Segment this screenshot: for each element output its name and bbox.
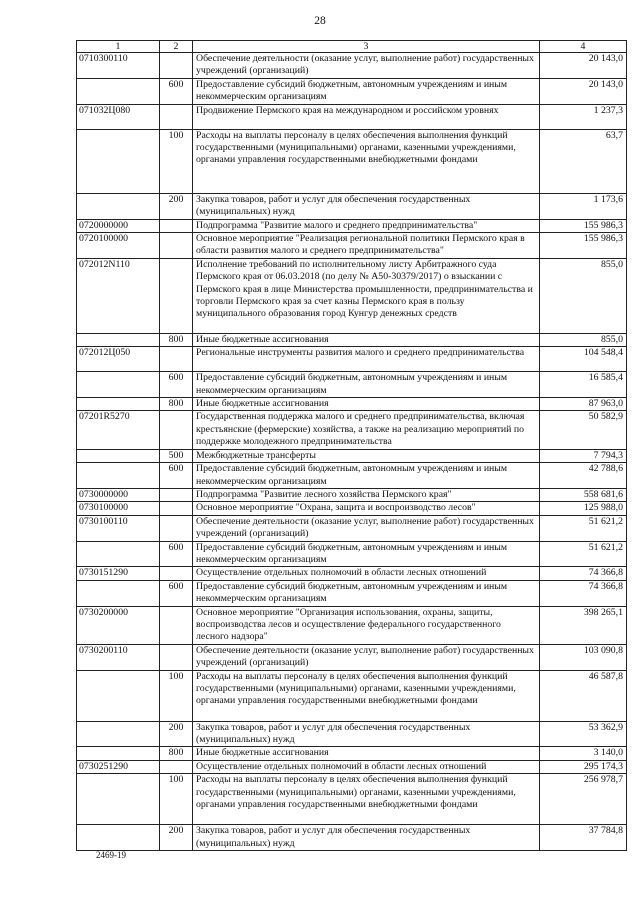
expense-type-cell — [160, 644, 193, 670]
table-row — [77, 398, 627, 411]
budget-code-cell — [77, 78, 160, 104]
expense-type-cell — [160, 515, 193, 541]
budget-code-cell — [77, 825, 160, 851]
amount-cell: 74 366,8 — [540, 580, 627, 606]
table-row — [77, 233, 627, 259]
expense-type-cell — [160, 606, 193, 644]
item-name-cell: Расходы на выплаты персоналу в целях обеспечения выполнения функций государственными (муниципальными) органами, казенными учреждениями, органами управления государственными внебюджетными фондами — [193, 129, 540, 193]
item-name-cell: Предоставление субсидий бюджетным, автономным учреждениям и иным некоммерческим организациям — [193, 78, 540, 104]
table-row — [77, 411, 627, 449]
item-name-cell: Предоставление субсидий бюджетным, автономным учреждениям и иным некоммерческим организациям — [193, 463, 540, 489]
budget-code-cell: 0730100000 — [77, 502, 160, 515]
amount-cell: 50 582,9 — [540, 411, 627, 449]
amount-cell: 20 143,0 — [540, 78, 627, 104]
expense-type-cell — [160, 488, 193, 501]
budget-code-cell — [77, 541, 160, 567]
budget-code-cell: 0730151290 — [77, 567, 160, 580]
expense-type-cell: 600 — [160, 463, 193, 489]
amount-cell: 74 366,8 — [540, 567, 627, 580]
amount-cell: 7 794,3 — [540, 449, 627, 462]
table-row — [77, 488, 627, 501]
amount-cell: 1 173,6 — [540, 193, 627, 219]
table-row — [77, 760, 627, 773]
amount-cell: 558 681,6 — [540, 488, 627, 501]
amount-cell: 256 978,7 — [540, 774, 627, 825]
table-row — [77, 258, 627, 333]
item-name-cell: Основное мероприятие "Организация использования, охраны, защиты, воспроизводства лесов и осуществление федерального государственного лесного надзора" — [193, 606, 540, 644]
expense-type-cell — [160, 53, 193, 79]
budget-code-cell: 0730100110 — [77, 515, 160, 541]
budget-code-cell — [77, 463, 160, 489]
amount-cell: 63,7 — [540, 129, 627, 193]
table-row — [77, 721, 627, 747]
amount-cell: 16 585,4 — [540, 372, 627, 398]
expense-type-cell: 500 — [160, 449, 193, 462]
column-header-2: 2 — [160, 41, 193, 53]
expense-type-cell — [160, 104, 193, 129]
expense-type-cell — [160, 411, 193, 449]
item-name-cell: Региональные инструменты развития малого и среднего предпринимательства — [193, 347, 540, 372]
amount-cell: 855,0 — [540, 258, 627, 333]
budget-code-cell — [77, 398, 160, 411]
column-header-4: 4 — [540, 41, 627, 53]
item-name-cell: Осуществление отдельных полномочий в области лесных отношений — [193, 760, 540, 773]
amount-cell: 398 265,1 — [540, 606, 627, 644]
table-row — [77, 644, 627, 670]
item-name-cell: Обеспечение деятельности (оказание услуг, выполнение работ) государственных учреждений (организаций) — [193, 644, 540, 670]
budget-code-cell: 072012N110 — [77, 258, 160, 333]
budget-code-cell — [77, 747, 160, 760]
item-name-cell: Обеспечение деятельности (оказание услуг, выполнение работ) государственных учреждений (организаций) — [193, 53, 540, 79]
item-name-cell: Осуществление отдельных полномочий в области лесных отношений — [193, 567, 540, 580]
item-name-cell: Подпрограмма "Развитие малого и среднего предпринимательства" — [193, 219, 540, 232]
amount-cell: 46 587,8 — [540, 670, 627, 721]
budget-code-cell: 071032Ц080 — [77, 104, 160, 129]
table-row — [77, 825, 627, 851]
table-row — [77, 104, 627, 129]
item-name-cell: Закупка товаров, работ и услуг для обеспечения государственных (муниципальных) нужд — [193, 825, 540, 851]
budget-code-cell — [77, 372, 160, 398]
item-name-cell: Иные бюджетные ассигнования — [193, 398, 540, 411]
amount-cell: 155 986,3 — [540, 219, 627, 232]
table-row — [77, 541, 627, 567]
expense-type-cell — [160, 502, 193, 515]
item-name-cell: Предоставление субсидий бюджетным, автономным учреждениям и иным некоммерческим организациям — [193, 580, 540, 606]
item-name-cell: Основное мероприятие "Реализация региональной политики Пермского края в области развития малого и среднего предпринимательства" — [193, 233, 540, 259]
amount-cell: 42 788,6 — [540, 463, 627, 489]
expense-type-cell — [160, 258, 193, 333]
amount-cell: 53 362,9 — [540, 721, 627, 747]
budget-code-cell: 0730000000 — [77, 488, 160, 501]
amount-cell: 51 621,2 — [540, 541, 627, 567]
budget-code-cell: 0730200110 — [77, 644, 160, 670]
budget-code-cell — [77, 774, 160, 825]
item-name-cell: Основное мероприятие "Охрана, защита и воспроизводство лесов" — [193, 502, 540, 515]
table-row — [77, 747, 627, 760]
item-name-cell: Расходы на выплаты персоналу в целях обеспечения выполнения функций государственными (муниципальными) органами, казенными учреждениями, органами управления государственными внебюджетными фондами — [193, 670, 540, 721]
amount-cell: 295 174,3 — [540, 760, 627, 773]
page-number: 28 — [314, 15, 326, 27]
expense-type-cell: 200 — [160, 825, 193, 851]
table-row — [77, 347, 627, 372]
table-row — [77, 372, 627, 398]
table-header-row — [77, 41, 627, 53]
expense-type-cell: 200 — [160, 193, 193, 219]
amount-cell: 20 143,0 — [540, 53, 627, 79]
footer-code: 2469-19 — [96, 850, 126, 860]
budget-code-cell — [77, 449, 160, 462]
budget-code-cell — [77, 193, 160, 219]
amount-cell: 51 621,2 — [540, 515, 627, 541]
table-row — [77, 53, 627, 79]
expense-type-cell — [160, 347, 193, 372]
budget-code-cell — [77, 580, 160, 606]
item-name-cell: Межбюджетные трансферты — [193, 449, 540, 462]
amount-cell: 155 986,3 — [540, 233, 627, 259]
amount-cell: 104 548,4 — [540, 347, 627, 372]
amount-cell: 125 988,0 — [540, 502, 627, 515]
table-row — [77, 193, 627, 219]
expense-type-cell — [160, 567, 193, 580]
table-row — [77, 670, 627, 721]
expense-type-cell: 800 — [160, 398, 193, 411]
table-body — [77, 53, 627, 851]
amount-cell: 37 784,8 — [540, 825, 627, 851]
table-row — [77, 774, 627, 825]
expense-type-cell: 600 — [160, 372, 193, 398]
table-row — [77, 463, 627, 489]
expense-type-cell: 100 — [160, 670, 193, 721]
item-name-cell: Расходы на выплаты персоналу в целях обеспечения выполнения функций государственными (муниципальными) органами, казенными учреждениями, органами управления государственными внебюджетными фондами — [193, 774, 540, 825]
amount-cell: 855,0 — [540, 333, 627, 346]
budget-code-cell: 072012Ц050 — [77, 347, 160, 372]
item-name-cell: Государственная поддержка малого и среднего предпринимательства, включая крестьянские (фермерские) хозяйства, а также на реализацию мероприятий по поддержке молодежного предпринимательства — [193, 411, 540, 449]
item-name-cell: Продвижение Пермского края на международном и российском уровнях — [193, 104, 540, 129]
table-row — [77, 129, 627, 193]
item-name-cell: Иные бюджетные ассигнования — [193, 333, 540, 346]
column-header-1: 1 — [77, 41, 160, 53]
budget-code-cell: 0730200000 — [77, 606, 160, 644]
expense-type-cell: 600 — [160, 580, 193, 606]
budget-table — [76, 40, 627, 851]
table-row — [77, 219, 627, 232]
table-row — [77, 515, 627, 541]
column-header-3: 3 — [193, 41, 540, 53]
amount-cell: 1 237,3 — [540, 104, 627, 129]
expense-type-cell: 800 — [160, 747, 193, 760]
amount-cell: 87 963,0 — [540, 398, 627, 411]
expense-type-cell: 600 — [160, 78, 193, 104]
table-row — [77, 502, 627, 515]
item-name-cell: Подпрограмма "Развитие лесного хозяйства Пермского края" — [193, 488, 540, 501]
budget-code-cell — [77, 670, 160, 721]
item-name-cell: Закупка товаров, работ и услуг для обеспечения государственных (муниципальных) нужд — [193, 721, 540, 747]
item-name-cell: Исполнение требований по исполнительному листу Арбитражного суда Пермского края от 06.03.2018 (по делу № А50-30379/2017) о взыскании с Пермского края в лице Министерства промышленности, предпринимательства и торговли Пермского края за счет казны Пермского края в пользу муниципального образования город Кунгур денежных средств — [193, 258, 540, 333]
item-name-cell: Обеспечение деятельности (оказание услуг, выполнение работ) государственных учреждений (организаций) — [193, 515, 540, 541]
item-name-cell: Предоставление субсидий бюджетным, автономным учреждениям и иным некоммерческим организациям — [193, 541, 540, 567]
item-name-cell: Закупка товаров, работ и услуг для обеспечения государственных (муниципальных) нужд — [193, 193, 540, 219]
budget-code-cell: 0720100000 — [77, 233, 160, 259]
expense-type-cell: 600 — [160, 541, 193, 567]
expense-type-cell: 800 — [160, 333, 193, 346]
table-row — [77, 78, 627, 104]
expense-type-cell — [160, 219, 193, 232]
table-row — [77, 606, 627, 644]
expense-type-cell: 100 — [160, 129, 193, 193]
expense-type-cell: 200 — [160, 721, 193, 747]
amount-cell: 103 090,8 — [540, 644, 627, 670]
expense-type-cell — [160, 760, 193, 773]
budget-code-cell: 07201R5270 — [77, 411, 160, 449]
budget-code-cell — [77, 129, 160, 193]
budget-code-cell: 0720000000 — [77, 219, 160, 232]
budget-code-cell: 0730251290 — [77, 760, 160, 773]
expense-type-cell — [160, 233, 193, 259]
budget-code-cell — [77, 721, 160, 747]
item-name-cell: Предоставление субсидий бюджетным, автономным учреждениям и иным некоммерческим организациям — [193, 372, 540, 398]
table-row — [77, 333, 627, 346]
table-row — [77, 449, 627, 462]
table-row — [77, 567, 627, 580]
table-row — [77, 580, 627, 606]
budget-code-cell — [77, 333, 160, 346]
expense-type-cell: 100 — [160, 774, 193, 825]
budget-code-cell: 0710300110 — [77, 53, 160, 79]
amount-cell: 3 140,0 — [540, 747, 627, 760]
item-name-cell: Иные бюджетные ассигнования — [193, 747, 540, 760]
